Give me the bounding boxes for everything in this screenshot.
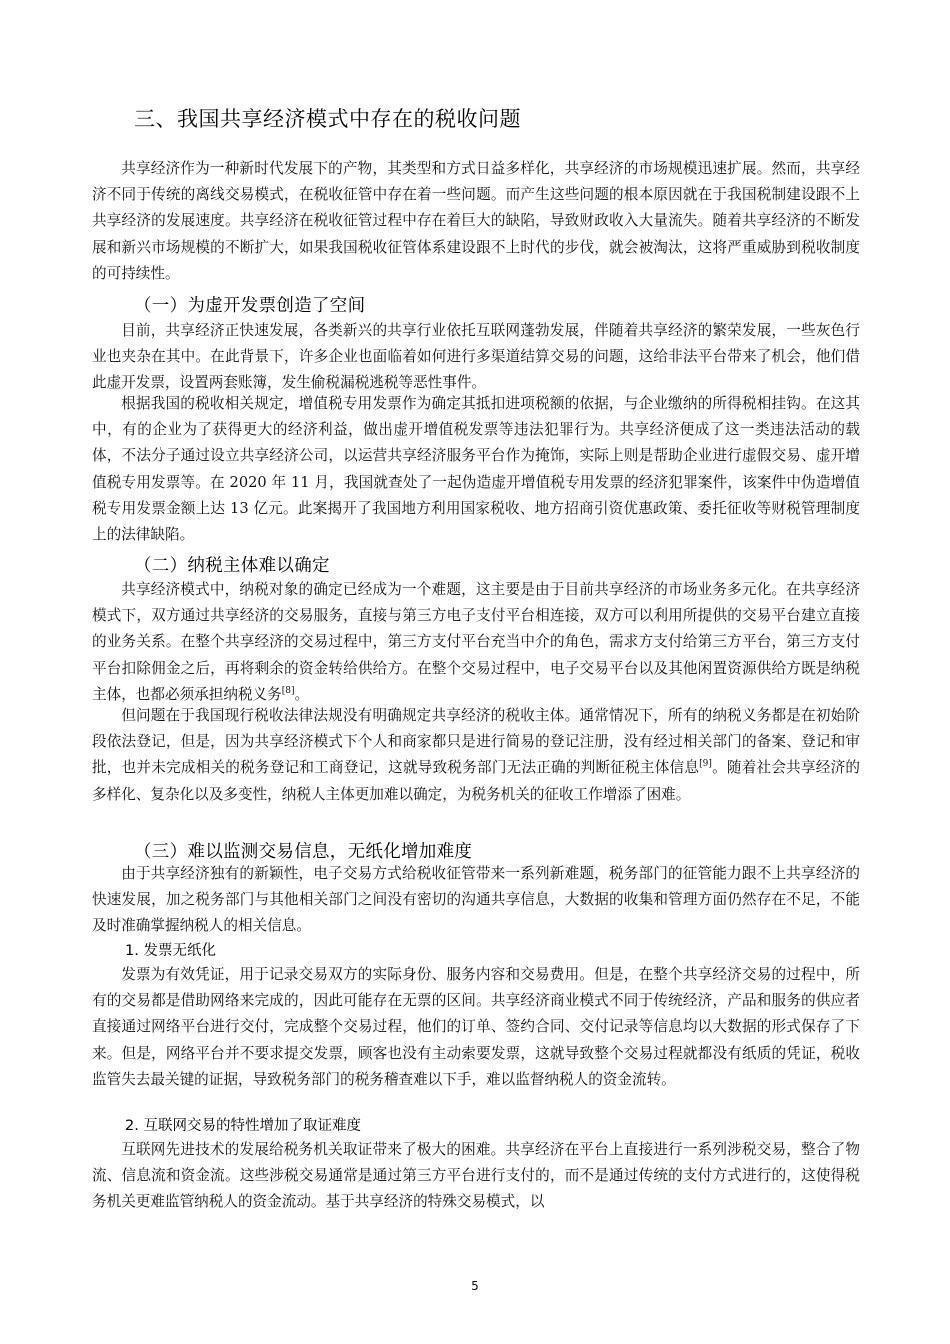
s3-paragraph-1: 由于共享经济独有的新颖性，电子交易方式给税收征管带来一系列新难题，税务部门的征管能力跟不上共享经济的快速发展，加之税务部门与其他相关部门之间没有密切的沟通共享信息，大数据的收集和管理方面仍然存在不足，不能及时准确掌握纳税人的相关信息。 xyxy=(92,865,860,935)
s2-paragraph-1-end: 。 xyxy=(294,685,310,703)
s2-paragraph-2-text: 但问题在于我国现行税收法律法规没有明确规定共享经济的税收主体。通常情况下，所有的纳税义务都是在初始阶段依法登记，但是，因为共享经济模式下个人和商家都只是进行简易的登记注册，没有经过相关部门的备案、登记和审批，也并未完成相关的税务登记和工商登记，这就导致税务部门无法正确的判断征税主体信息 xyxy=(92,707,860,777)
s3-sub2-paragraph: 互联网先进技术的发展给税务机关取证带来了极大的困难。共享经济在平台上直接进行一系列涉税交易，整合了物流、信息流和资金流。这些涉税交易通常是通过第三方平台进行支付的，而不是通过传统的支付方式进行的，这使得税务机关更难监管纳税人的资金流动。基于共享经济的特殊交易模式，以 xyxy=(92,1141,860,1211)
s1-paragraph-1: 目前，共享经济正快速发展，各类新兴的共享行业依托互联网蓬勃发展，伴随着共享经济的繁荣发展，一些灰色行业也夹杂在其中。在此背景下，许多企业也面临着如何进行多渠道结算交易的问题，这给非法平台带来了机会，他们借此虚开发票，设置两套账簿，发生偷税漏税逃税等恶性事件。 xyxy=(92,322,860,392)
s3-sub1-paragraph: 发票为有效凭证，用于记录交易双方的实际身份、服务内容和交易费用。但是，在整个共享经济交易的过程中，所有的交易都是借助网络来完成的，因此可能存在无票的区间。共享经济商业模式不同于传统经济，产品和服务的供应者直接通过网络平台进行交付，完成整个交易过程，他们的订单、签约合同、交付记录等信息均以大数据的形式保存了下来。但是，网络平台并不要求提交发票，顾客也没有主动索要发票，这就导致整个交易过程就都没有纸质的凭证，税收监管失去最关键的证据，导致税务部门的税务稽查难以下手，难以监督纳税人的资金流转。 xyxy=(92,966,860,1088)
sub-item-title-2: 2. 互联网交易的特性增加了取证难度 xyxy=(125,1118,361,1134)
sub-item-title-1: 1. 发票无纸化 xyxy=(125,943,216,959)
subsection-title-1: （一）为虚开发票创造了空间 xyxy=(134,296,366,316)
subsection-title-2: （二）纳税主体难以确定 xyxy=(134,556,330,576)
intro-paragraph: 共享经济作为一种新时代发展下的产物，其类型和方式日益多样化，共享经济的市场规模迅速扩展。然而，共享经济不同于传统的离线交易模式，在税收征管中存在着一些问题。而产生这些问题的根本原因就在于我国税制建设跟不上共享经济的发展速度。共享经济在税收征管过程中存在着巨大的缺陷，导致财政收入大量流失。随着共享经济的不断发展和新兴市场规模的不断扩大，如果我国税收征管体系建设跟不上时代的步伐，就会被淘汰，这将严重威胁到税收制度的可持续性。 xyxy=(92,160,860,282)
citation-9: [9] xyxy=(699,759,712,770)
subsection-title-3: （三）难以监测交易信息，无纸化增加难度 xyxy=(134,842,473,862)
s1-paragraph-2: 根据我国的税收相关规定，增值税专用发票作为确定其抵扣进项税额的依据，与企业缴纳的所得税相挂钩。在这其中，有的企业为了获得更大的经济利益，做出虚开增值税发票等违法犯罪行为。共享经济便成了这一类违法活动的载体，不法分子通过设立共享经济公司，以运营共享经济服务平台作为掩饰，实际上则是帮助企业进行虚假交易、虚开增值税专用发票等。在 2020 年 11 月，我国就查处了一起伪造虚开增值税专用发票的经济犯罪案件，该案件中伪造增值税专用发票金额上达 13 亿元。此案揭开了我国地方利用国家税收、地方招商引资优惠政策、委托征收等财税管理制度上的法律缺陷。 xyxy=(92,395,860,544)
s2-paragraph-2-end: 。随着社会共享经济的多样化、复杂化以及多变性，纳税人主体更加难以确定，为税务机关的征收工作增添了困难。 xyxy=(92,759,860,803)
page-number: 5 xyxy=(471,1279,479,1293)
s2-paragraph-2 xyxy=(92,703,860,808)
citation-8: [8] xyxy=(281,685,295,696)
s2-paragraph-1 xyxy=(92,577,860,708)
section-title: 三、我国共享经济模式中存在的税收问题 xyxy=(134,107,521,131)
s2-paragraph-1-text: 共享经济模式中，纳税对象的确定已经成为一个难题，这主要是由于目前共享经济的市场业务多元化。在共享经济模式下，双方通过共享经济的交易服务，直接与第三方电子支付平台相连接，双方可以利用所提供的交易平台建立直接的业务关系。在整个共享经济的交易过程中，第三方支付平台充当中介的角色，需求方支付给第三方平台，第三方支付平台扣除佣金之后，再将剩余的资金转给供给方。在整个交易过程中，电子交易平台以及其他闲置资源供给方既是纳税主体，也都必须承担纳税义务 xyxy=(92,581,860,703)
